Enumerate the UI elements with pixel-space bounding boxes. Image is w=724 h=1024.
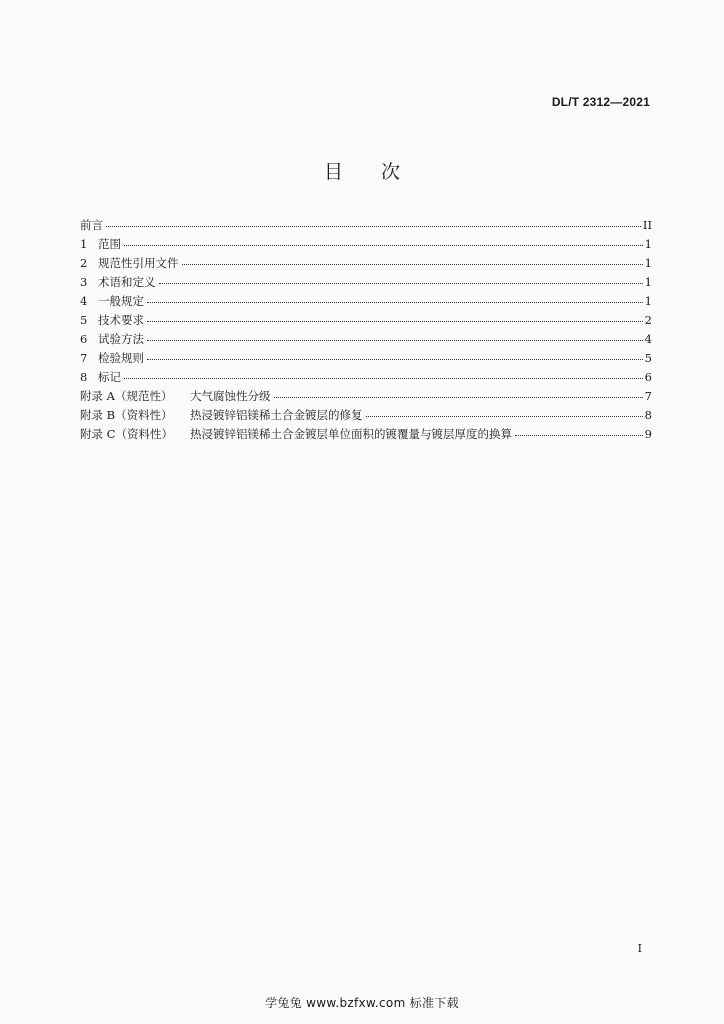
toc-leader-dots [147,339,643,341]
toc-entry-appendix: 附录 C（资料性） [80,427,173,441]
toc-title: 目次 [323,161,438,183]
toc-entry[interactable] [80,387,652,406]
toc-entry-page: 5 [644,351,652,365]
toc-entry-page: 6 [644,370,652,384]
toc-leader-dots [147,358,643,360]
toc-entry[interactable] [80,406,652,425]
toc-leader-dots [147,320,643,322]
toc-entry[interactable] [80,311,652,330]
toc-leader-dots [274,396,643,398]
toc-entry-page: 1 [644,275,652,289]
toc-entry-label: 试验方法 [98,332,144,346]
toc-entry[interactable] [80,349,652,368]
toc-entry-page: 1 [644,294,652,308]
toc-entry[interactable] [80,368,652,387]
toc-entry-appendix: 附录 B（资料性） [80,408,173,422]
toc-leader-dots [147,301,643,303]
toc-leader-dots [159,282,643,284]
toc-entry-label: 检验规则 [98,351,144,365]
toc-entry-page: 1 [644,237,652,251]
toc-entry-number: 7 [80,351,88,365]
document-code: DL/T 2312—2021 [551,95,650,109]
toc-entry-page: 7 [644,389,652,403]
toc-entry-number: 8 [80,370,88,384]
toc-entry-label: 技术要求 [98,313,144,327]
toc-entry-page: 1 [644,256,652,270]
toc-entry[interactable] [80,273,652,292]
toc-entry-label: 热浸镀锌铝镁稀土合金镀层的修复 [190,408,363,422]
toc-entry-label: 规范性引用文件 [98,256,179,270]
toc-entry-label: 热浸镀锌铝镁稀土合金镀层单位面积的镀覆量与镀层厚度的换算 [190,427,512,441]
toc-entry[interactable] [80,235,652,254]
toc-leader-dots [515,434,643,436]
toc-entry-number: 1 [80,237,88,251]
toc-entry[interactable] [80,254,652,273]
toc-entry-label: 术语和定义 [98,275,156,289]
toc-entry-label: 前言 [80,218,103,232]
toc-entry-page: 2 [644,313,652,327]
toc-entry-page: 8 [644,408,652,422]
table-of-contents [80,216,652,444]
toc-leader-dots [106,225,641,227]
toc-entry-number: 3 [80,275,88,289]
toc-entry-page: II [642,218,652,232]
toc-entry-label: 一般规定 [98,294,144,308]
footer-watermark-text: 学兔兔 www.bzfxw.com 标准下载 [265,996,459,1010]
toc-entry-label: 大气腐蚀性分级 [190,389,271,403]
toc-leader-dots [124,244,643,246]
toc-entry-number: 4 [80,294,88,308]
toc-entry-label: 范围 [98,237,121,251]
toc-leader-dots [366,415,643,417]
toc-entry[interactable] [80,330,652,349]
page-number: I [637,942,642,955]
toc-leader-dots [182,263,643,265]
toc-entry-number: 2 [80,256,88,270]
toc-entry-number: 6 [80,332,88,346]
toc-entry[interactable] [80,292,652,311]
toc-entry-label: 标记 [98,370,121,384]
toc-entry[interactable] [80,425,652,444]
toc-entry-page: 9 [644,427,652,441]
toc-entry[interactable] [80,216,652,235]
toc-entry-number: 5 [80,313,88,327]
toc-entry-page: 4 [644,332,652,346]
toc-leader-dots [124,377,643,379]
toc-entry-appendix: 附录 A（规范性） [80,389,173,403]
